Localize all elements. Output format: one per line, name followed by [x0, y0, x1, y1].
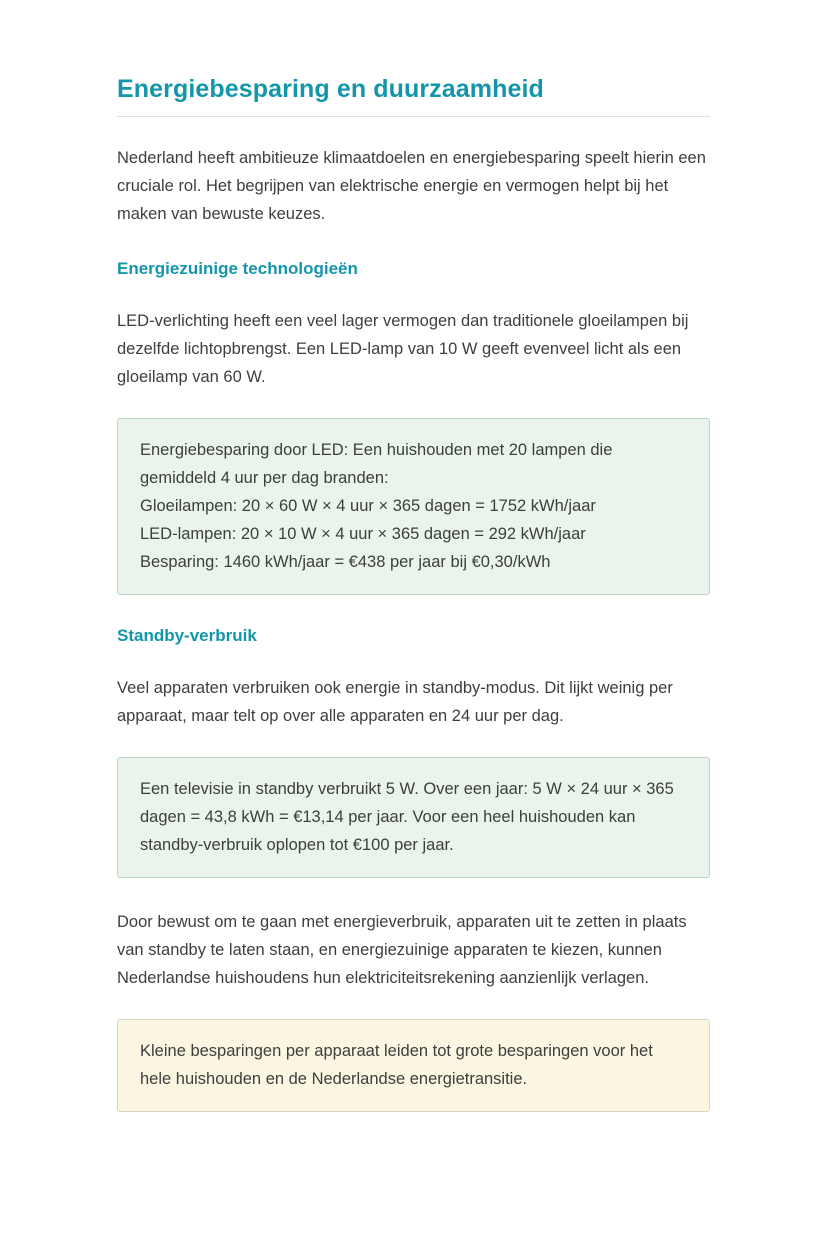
- example-box-line: Gloeilampen: 20 × 60 W × 4 uur × 365 dagen = 1752 kWh/jaar: [140, 497, 596, 515]
- section-paragraph-standby: Veel apparaten verbruiken ook energie in standby-modus. Dit lijkt weinig per apparaat, maar telt op over alle apparaten en 24 uur per dag.: [117, 679, 673, 725]
- example-box-line: LED-lampen: 20 × 10 W × 4 uur × 365 dagen = 292 kWh/jaar: [140, 525, 586, 543]
- section-heading-energiezuinige-technologieen: Energiezuinige technologieën: [117, 259, 358, 278]
- example-box-standby: [117, 757, 710, 878]
- page-title: Energiebesparing en duurzaamheid: [117, 75, 544, 103]
- document-page: [117, 74, 710, 1112]
- example-box-line: Besparing: 1460 kWh/jaar = €438 per jaar bij €0,30/kWh: [140, 553, 551, 571]
- section-paragraph-led: LED-verlichting heeft een veel lager vermogen dan traditionele gloeilampen bij dezelfde lichtopbrengst. Een LED-lamp van 10 W geeft evenveel licht als een gloeilamp van 60 W.: [117, 312, 689, 386]
- title-divider: [117, 116, 710, 117]
- closing-paragraph: Door bewust om te gaan met energieverbruik, apparaten uit te zetten in plaats van standby te laten staan, en energiezuinige apparaten te kiezen, kunnen Nederlandse huishoudens hun elektriciteitsrekening aanzienlijk verlagen.: [117, 913, 687, 987]
- example-box-led-besparing: [117, 418, 710, 595]
- example-box-line: Energiebesparing door LED: Een huishouden met 20 lampen die gemiddeld 4 uur per dag branden:: [140, 441, 613, 487]
- note-box: [117, 1019, 710, 1112]
- section-heading-standby-verbruik: Standby-verbruik: [117, 626, 257, 645]
- intro-paragraph: Nederland heeft ambitieuze klimaatdoelen en energiebesparing speelt hierin een cruciale rol. Het begrijpen van elektrische energie en vermogen helpt bij het maken van bewuste keuzes.: [117, 149, 706, 223]
- example-box-line: Een televisie in standby verbruikt 5 W. Over een jaar: 5 W × 24 uur × 365 dagen = 43,8 kWh = €13,14 per jaar. Voor een heel huishouden kan standby-verbruik oplopen tot €100 per jaar.: [140, 780, 674, 854]
- note-text: Kleine besparingen per apparaat leiden tot grote besparingen voor het hele huishouden en de Nederlandse energietransitie.: [140, 1042, 653, 1088]
